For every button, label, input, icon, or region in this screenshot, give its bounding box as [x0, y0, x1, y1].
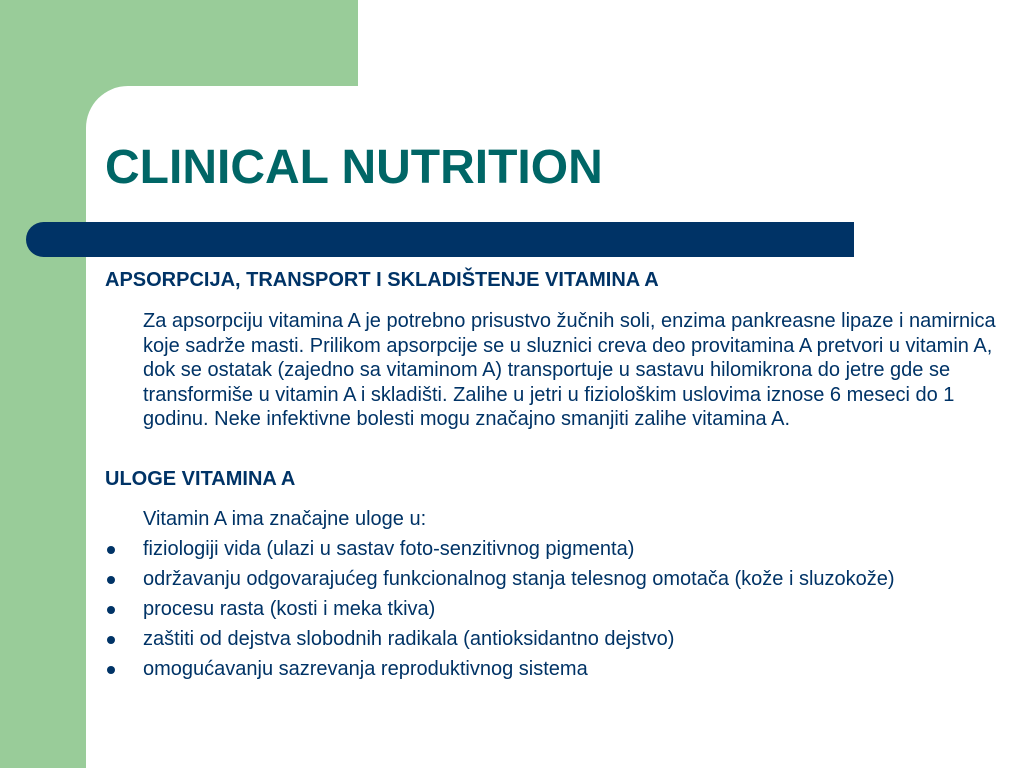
bullet-icon: [107, 576, 115, 584]
list-item: [105, 627, 1015, 651]
list-item: [105, 567, 1015, 591]
absorption-paragraph: Za apsorpciju vitamina A je potrebno prisustvo žučnih soli, enzima pankreasne lipaze i namirnica koje sadrže masti. Prilikom apsorpcije se u sluznici creva deo provitamina A pretvori u vitamin A, dok se ostatak (zajedno sa vitaminom A) transportuje u sastavu hilomikrona do jetre gde se transformiše u vitamin A i skladišti. Zalihe u jetri u fiziološkim uslovima iznose 6 meseci do 1 godinu. Neke infektivne bolesti mogu značajno smanjiti zalihe vitamina A.: [143, 310, 996, 430]
list-item: [105, 657, 1015, 681]
section-heading-roles: ULOGE VITAMINA A: [105, 467, 296, 490]
slide-title: CLINICAL NUTRITION: [105, 141, 603, 194]
bullet-icon: [107, 666, 115, 674]
title-underline-bar: [26, 222, 854, 257]
slide-body: [105, 265, 1015, 687]
section-heading-absorption: APSORPCIJA, TRANSPORT I SKLADIŠTENJE VITAMINA A: [105, 269, 659, 291]
list-item: [105, 597, 1015, 621]
list-item-text: zaštiti od dejstva slobodnih radikala (antioksidantno dejstvo): [143, 627, 675, 650]
bullet-icon: [107, 546, 115, 554]
list-item-text: fiziologiji vida (ulazi u sastav foto-senzitivnog pigmenta): [143, 537, 635, 560]
list-item-text: procesu rasta (kosti i meka tkiva): [143, 597, 436, 620]
roles-list: [105, 537, 1015, 681]
bullet-icon: [107, 606, 115, 614]
roles-intro: Vitamin A ima značajne uloge u:: [143, 507, 427, 530]
list-item: [105, 537, 1015, 561]
bullet-icon: [107, 636, 115, 644]
list-item-text: održavanju odgovarajućeg funkcionalnog stanja telesnog omotača (kože i sluzokože): [143, 567, 895, 590]
list-item-text: omogućavanju sazrevanja reproduktivnog sistema: [143, 657, 588, 680]
